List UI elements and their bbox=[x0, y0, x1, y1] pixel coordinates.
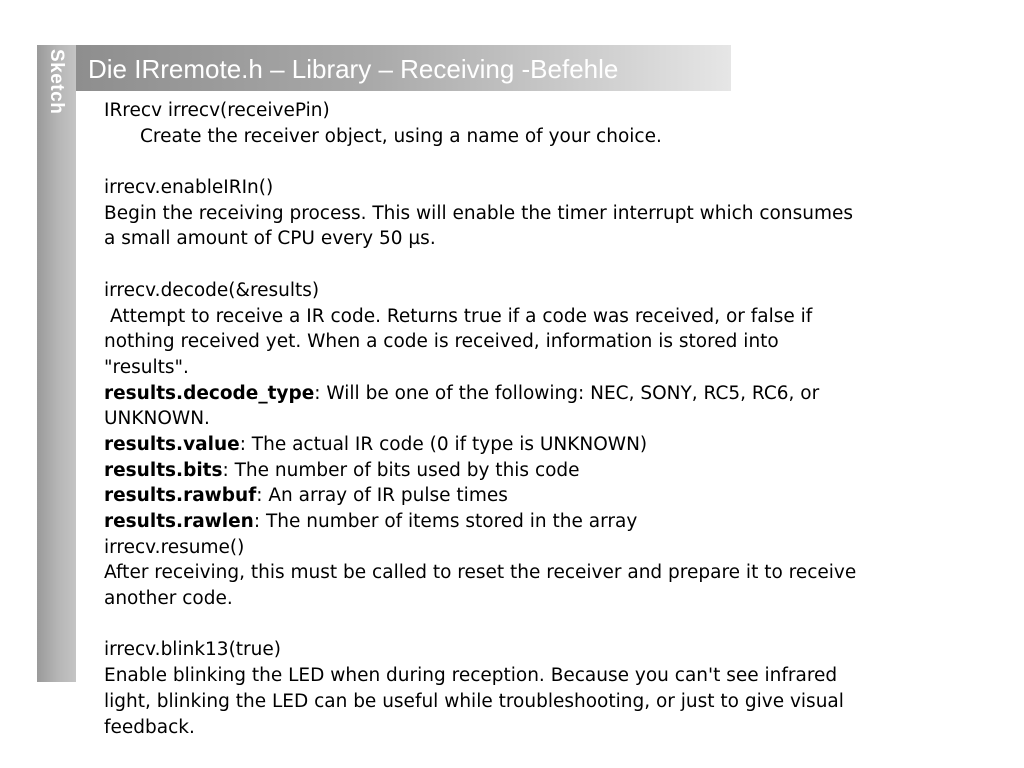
code-term: results.bits bbox=[104, 459, 223, 481]
code-term: results.rawbuf bbox=[104, 485, 257, 507]
text-line: a small amount of CPU every 50 µs. bbox=[104, 228, 436, 250]
sidebar-label: Sketch bbox=[46, 49, 67, 115]
term-description: : The actual IR code (0 if type is UNKNOWN) bbox=[239, 433, 648, 455]
text-line bbox=[104, 458, 994, 484]
blank-line bbox=[104, 612, 994, 638]
text-line: After receiving, this must be called to reset the receiver and prepare it to receive bbox=[104, 562, 857, 584]
code-term: results.rawlen bbox=[104, 511, 254, 532]
text-line: irrecv.decode(&results) bbox=[104, 279, 320, 301]
page-title: Die IRremote.h – Library – Receiving -Befehle bbox=[88, 54, 619, 84]
text-line bbox=[104, 483, 994, 509]
text-line: UNKNOWN. bbox=[104, 408, 210, 430]
term-description: : The number of bits used by this code bbox=[222, 459, 580, 481]
text-line: IRrecv irrecv(receivePin) bbox=[104, 100, 330, 121]
text-line: Attempt to receive a IR code. Returns true if a code was received, or false if bbox=[110, 305, 813, 327]
text-line: light, blinking the LED can be useful while troubleshooting, or just to give visual bbox=[104, 690, 844, 712]
term-description: : The number of items stored in the array bbox=[253, 511, 638, 532]
text-line: another code. bbox=[104, 588, 233, 610]
text-line: Create the receiver object, using a name of your choice. bbox=[140, 125, 662, 147]
text-line bbox=[104, 432, 994, 458]
text-line: irrecv.resume() bbox=[104, 536, 245, 558]
text-line: Begin the receiving process. This will enable the timer interrupt which consumes bbox=[104, 202, 853, 224]
term-description: : An array of IR pulse times bbox=[256, 485, 508, 507]
term-description: : Will be one of the following: NEC, SONY, RC5, RC6, or bbox=[314, 382, 820, 404]
code-term: results.decode_type bbox=[104, 382, 315, 404]
text-line: irrecv.enableIRIn() bbox=[104, 177, 274, 199]
blank-line bbox=[104, 252, 994, 278]
text-line: Enable blinking the LED when during reception. Because you can't see infrared bbox=[104, 665, 838, 687]
text-line: nothing received yet. When a code is received, information is stored into bbox=[104, 331, 779, 353]
text-line: irrecv.blink13(true) bbox=[104, 639, 281, 661]
blank-line bbox=[104, 149, 994, 175]
text-line: "results". bbox=[104, 356, 189, 378]
code-term: results.value bbox=[104, 433, 240, 455]
text-line bbox=[104, 509, 994, 535]
text-line: feedback. bbox=[104, 716, 195, 738]
text-line bbox=[104, 381, 994, 407]
content-body bbox=[104, 98, 994, 740]
